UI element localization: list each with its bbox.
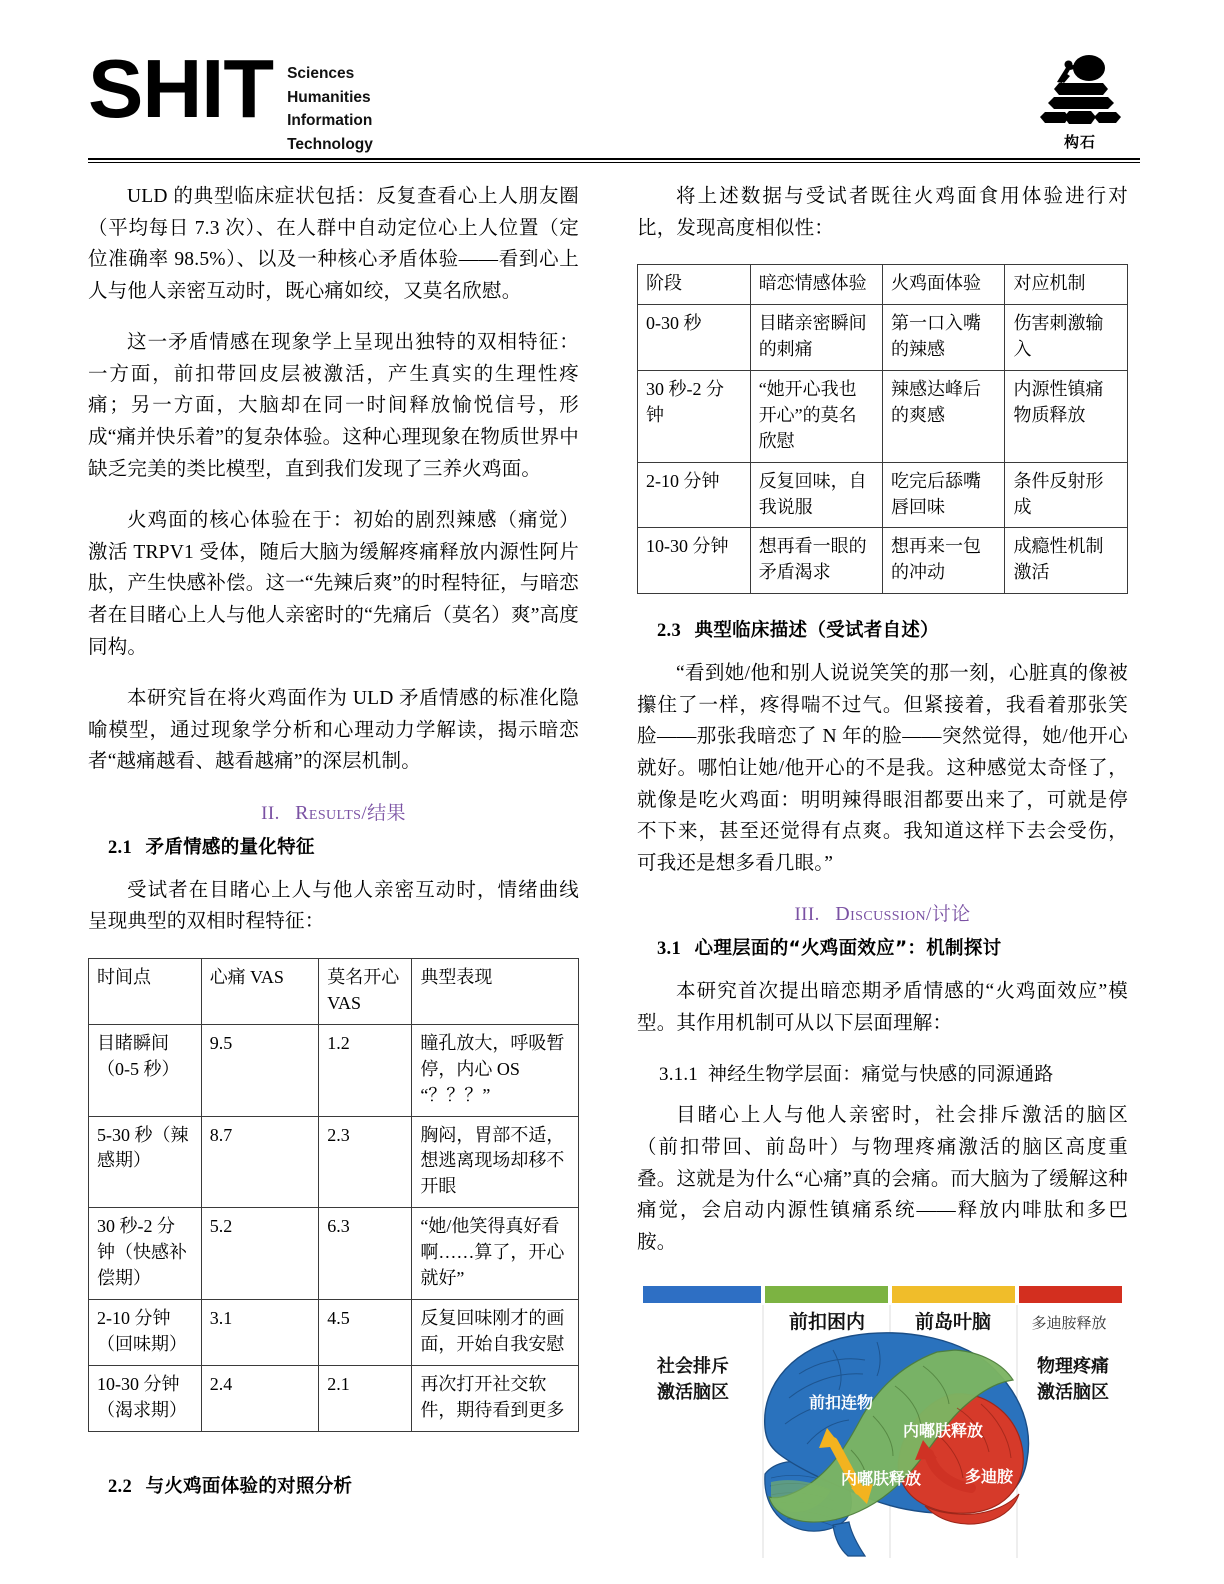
heading-2-1-text: 矛盾情感的量化特征 — [145, 836, 315, 858]
publisher-logo — [1020, 48, 1140, 152]
table1-header-cell: 心痛 VAS — [201, 958, 319, 1024]
paragraph-neurobiology: 目睹心上人与他人亲密时，社会排斥激活的脑区（前扣带回、前岛叶）与物理疼痛激活的脑区高度重叠。这就是为什么“心痛”真的会痛。而大脑为了缓解这种痛觉，会启动内源性镇痛系统——释放内啡肽和多巴胺。 — [637, 1105, 1128, 1253]
section-title-results-en: Results — [295, 801, 362, 824]
table1-cell: 2-10 分钟（回味期） — [89, 1299, 202, 1365]
section-sep-1: / — [361, 802, 368, 824]
table2-cell: 想再看一眼的矛盾渴求 — [750, 528, 882, 594]
section-heading-results — [88, 798, 579, 825]
right-column — [637, 181, 1128, 1560]
heading-2-2-text: 与火鸡面体验的对照分析 — [145, 1475, 353, 1497]
paragraph-comparison-intro: 将上述数据与受试者既往火鸡面食用体验进行对比，发现高度相似性： — [637, 186, 1128, 239]
table2-cell: 内源性镇痛物质释放 — [1005, 370, 1128, 462]
table2-cell: 10-30 分钟 — [638, 528, 751, 594]
brand-expansion — [287, 48, 373, 157]
colorbar-segment-green — [765, 1286, 888, 1303]
paragraph-study-aim: 本研究旨在将火鸡面作为 ULD 矛盾情感的标准化隐喻模型，通过现象学分析和心理动力学解读，揭示暗恋者“越痛越看、越看越痛”的深层机制。 — [88, 688, 579, 773]
heading-3-1-1-text: 神经生物学层面：痛觉与快感的同源通路 — [707, 1064, 1054, 1086]
table1-cell: 4.5 — [319, 1299, 412, 1365]
table1-cell: 目睹瞬间（0-5 秒） — [89, 1024, 202, 1116]
publisher-name: 构石 — [1063, 133, 1096, 151]
table1-cell: 1.2 — [319, 1024, 412, 1116]
table-header-row — [638, 265, 1128, 305]
figure-label-physical-pain-1: 物理疼痛 — [1037, 1356, 1109, 1378]
paragraph-turkey-noodle-core: 火鸡面的核心体验在于：初始的剧烈辣感（痛觉）激活 TRPV1 受体，随后大脑为缓解疼痛释放内源性阿片肽，产生快感补偿。这一“先辣后爽”的时程特征，与暗恋者在目睹心上人与他人亲密时的“先痛后（莫名）爽”高度同构。 — [88, 510, 579, 658]
paragraph-effect-model: 本研究首次提出暗恋期矛盾情感的“火鸡面效应”模型。其作用机制可从以下层面理解： — [637, 981, 1128, 1034]
table1-cell: “她/他笑得真好看啊……算了，开心就好” — [412, 1208, 579, 1300]
left-column — [88, 181, 579, 1560]
heading-2-1 — [108, 833, 579, 859]
table-row — [89, 1024, 579, 1116]
heading-3-1-1 — [659, 1059, 1128, 1086]
table1-cell: 瞳孔放大，呼吸暂停，内心 OS “？？？” — [412, 1024, 579, 1116]
table2-cell: 第一口入嘴的辣感 — [882, 305, 1005, 371]
table2-cell: 吃完后舔嘴唇回味 — [882, 462, 1005, 528]
table2-header-cell: 火鸡面体验 — [882, 265, 1005, 305]
table-row — [89, 1116, 579, 1208]
figure-label-physical-pain-2: 激活脑区 — [1037, 1382, 1109, 1404]
table1-cell: 8.7 — [201, 1116, 319, 1208]
figure-label-endorphin-upper: 内嘟肤释放 — [903, 1421, 984, 1441]
section-title-discussion-zh: 讨论 — [931, 904, 971, 926]
heading-3-1 — [657, 934, 1128, 960]
heading-2-2-index: 2.2 — [108, 1476, 133, 1497]
section-number-ii: II. — [261, 802, 280, 824]
table1-cell: 5-30 秒（辣感期） — [89, 1116, 202, 1208]
two-column-body — [88, 181, 1140, 1560]
journal-brand — [88, 42, 373, 157]
section-heading-discussion — [637, 899, 1128, 926]
figure-label-dopamine-inner: 多迪胺 — [965, 1467, 1014, 1487]
brand-acronym: SHIT — [88, 42, 274, 135]
brain-diagram — [637, 1278, 1128, 1560]
table-row — [89, 1365, 579, 1431]
figure-label-social-exclusion-2: 激活脑区 — [657, 1382, 729, 1404]
stacked-stones-icon — [1037, 52, 1123, 130]
heading-2-3 — [657, 616, 1128, 642]
table2-cell: “她开心我也开心”的莫名欣慰 — [750, 370, 882, 462]
brand-expansion-line-1: Sciences — [287, 65, 355, 82]
section-number-iii: III. — [794, 904, 820, 926]
table2-cell: 条件反射形成 — [1005, 462, 1128, 528]
section-title-discussion-en: Discussion — [835, 903, 927, 926]
table1-header-cell: 时间点 — [89, 958, 202, 1024]
paragraph-uld-symptoms: ULD 的典型临床症状包括：反复查看心上人朋友圈（平均每日 7.3 次）、在人群中自动定位心上人位置（定位准确率 98.5%）、以及一种核心矛盾体验——看到心上人与他人亲密互动时，既心痛如绞，又莫名欣慰。 — [88, 186, 579, 302]
brain-overlap-figure — [637, 1278, 1128, 1560]
table-row — [638, 462, 1128, 528]
paragraph-biphasic-features: 这一矛盾情感在现象学上呈现出独特的双相特征：一方面，前扣带回皮层被激活，产生真实的生理性疼痛；另一方面，大脑却在同一时间释放愉悦信号，形成“痛并快乐着”的复杂体验。这种心理现象在物质世界中缺乏完美的类比模型，直到我们发现了三养火鸡面。 — [88, 332, 579, 480]
masthead-divider — [88, 158, 1140, 163]
table1-header-cell: 莫名开心 VAS — [319, 958, 412, 1024]
table1-cell: 2.4 — [201, 1365, 319, 1431]
paragraph-subject-quote: “看到她/他和别人说说笑笑的那一刻，心脏真的像被攥住了一样，疼得喘不过气。但紧接着，我看着那张笑脸——那张我暗恋了 N 年的脸——突然觉得，她/他开心就好。哪怕让她/他开心的不是我。这种感觉太奇怪了，就像是吃火鸡面：明明辣得眼泪都要出来了，可就是停不下来，甚至还觉得有点爽。我知道这样下去会受伤，可我还是想多看几眼。” — [637, 663, 1128, 874]
table1-header-cell: 典型表现 — [412, 958, 579, 1024]
table2-cell: 反复回味，自我说服 — [750, 462, 882, 528]
paragraph-emotion-curve: 受试者在目睹心上人与他人亲密互动时，情绪曲线呈现典型的双相时程特征： — [88, 879, 579, 933]
table1-cell: 9.5 — [201, 1024, 319, 1116]
figure-label-endorphin-lower: 内嘟肤释放 — [841, 1469, 922, 1489]
table-row — [89, 1208, 579, 1300]
figure-label-dopamine-release: 多迪胺释放 — [1031, 1314, 1107, 1333]
table1-cell: 10-30 分钟（渴求期） — [89, 1365, 202, 1431]
table-row — [638, 370, 1128, 462]
section-sep-2: / — [926, 904, 932, 926]
table2-cell: 辣感达峰后的爽感 — [882, 370, 1005, 462]
table1-cell: 再次打开社交软件，期待看到更多 — [412, 1365, 579, 1431]
figure-label-social-exclusion-1: 社会排斥 — [657, 1356, 729, 1378]
table1-cell: 2.3 — [319, 1116, 412, 1208]
heading-2-3-text: 典型临床描述（受试者自述） — [694, 620, 939, 642]
table2-cell: 伤害刺激输入 — [1005, 305, 1128, 371]
table2-header-cell: 阶段 — [638, 265, 751, 305]
table1-cell: 5.2 — [201, 1208, 319, 1300]
figure-label-acc-inner: 前扣连物 — [809, 1393, 874, 1413]
table1-cell: 6.3 — [319, 1208, 412, 1300]
table-row — [89, 1299, 579, 1365]
figure-label-acc: 前扣困内 — [788, 1311, 866, 1334]
table-row — [638, 305, 1128, 371]
table1-cell: 反复回味刚才的画面，开始自我安慰 — [412, 1299, 579, 1365]
table2-cell: 目睹亲密瞬间的刺痛 — [750, 305, 882, 371]
table-quantitative-features — [88, 958, 579, 1432]
table2-cell: 想再来一包的冲动 — [882, 528, 1005, 594]
colorbar-segment-red — [1019, 1286, 1122, 1303]
table1-cell: 30 秒-2 分钟（快感补偿期） — [89, 1208, 202, 1300]
masthead — [88, 42, 1140, 154]
table-stage-comparison — [637, 264, 1128, 594]
brand-expansion-line-4: Technology — [287, 136, 373, 154]
heading-2-1-index: 2.1 — [108, 837, 133, 858]
table1-cell: 2.1 — [319, 1365, 412, 1431]
table2-cell: 30 秒-2 分钟 — [638, 370, 751, 462]
colorbar-segment-blue — [643, 1286, 761, 1303]
brand-expansion-line-2: Humanities — [287, 88, 371, 106]
table1-cell: 3.1 — [201, 1299, 319, 1365]
figure-label-insula: 前岛叶脑 — [914, 1311, 992, 1334]
colorbar-segment-yellow — [892, 1286, 1015, 1303]
heading-3-1-text: 心理层面的“火鸡面效应”：机制探讨 — [694, 938, 1002, 960]
heading-3-1-1-index: 3.1.1 — [659, 1064, 698, 1086]
table-row — [638, 528, 1128, 594]
table1-cell: 胸闷，胃部不适，想逃离现场却移不开眼 — [412, 1116, 579, 1208]
section-title-results-zh: 结果 — [367, 802, 406, 824]
brand-expansion-line-3: Information — [287, 112, 373, 130]
heading-2-3-index: 2.3 — [657, 621, 682, 642]
heading-3-1-index: 3.1 — [657, 939, 682, 960]
table-header-row — [89, 958, 579, 1024]
table2-cell: 0-30 秒 — [638, 305, 751, 371]
heading-2-2 — [108, 1472, 579, 1498]
table2-header-cell: 对应机制 — [1005, 265, 1128, 305]
table2-cell: 2-10 分钟 — [638, 462, 751, 528]
table2-header-cell: 暗恋情感体验 — [750, 265, 882, 305]
table2-cell: 成瘾性机制激活 — [1005, 528, 1128, 594]
